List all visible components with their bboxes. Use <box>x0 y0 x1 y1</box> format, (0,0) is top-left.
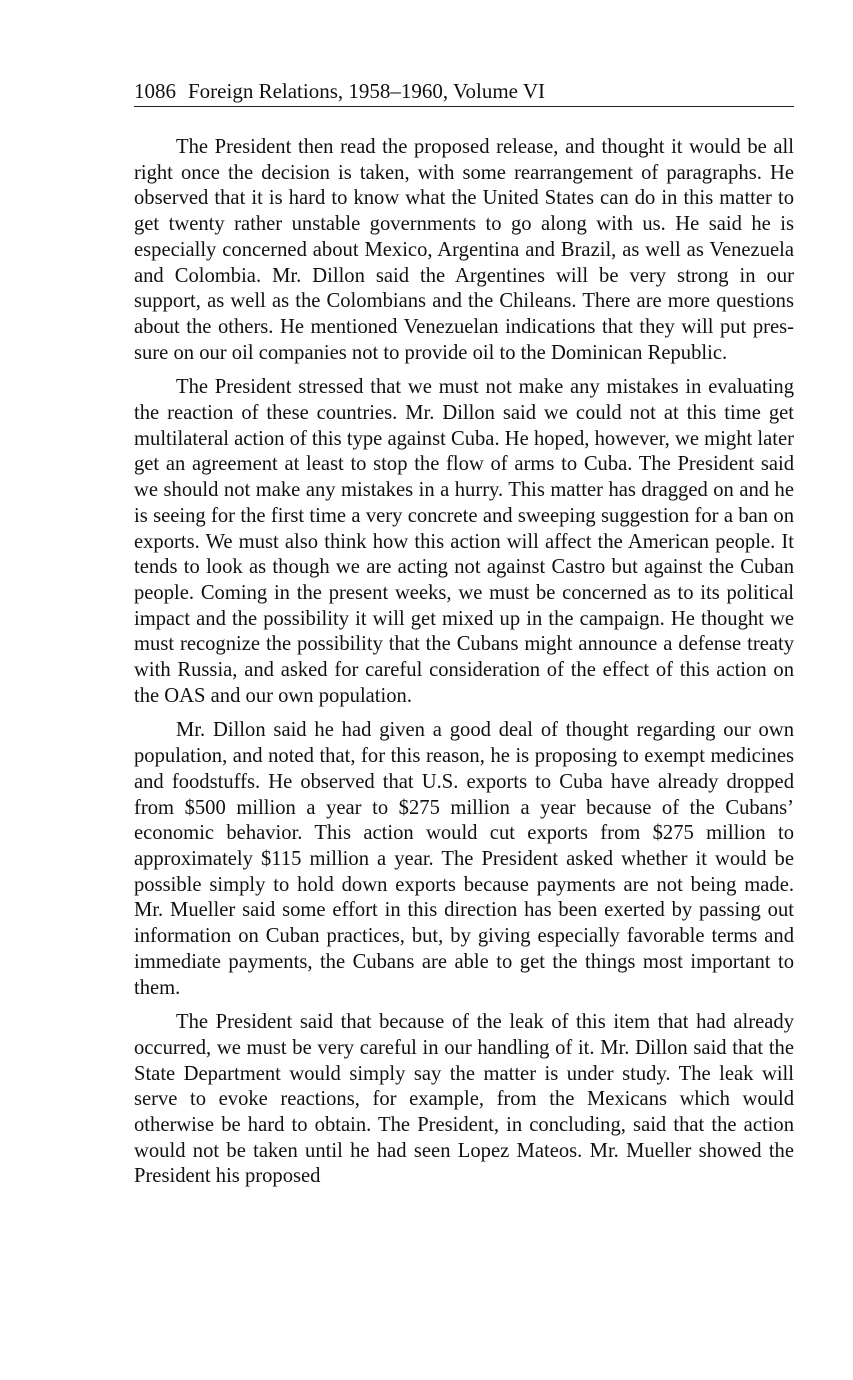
body-text <box>134 135 794 1190</box>
publication-title: Foreign Relations, 1958–1960, Volume VI <box>188 79 545 103</box>
page-number: 1086 <box>134 79 176 103</box>
paragraph: The President then read the proposed release, and thought it would be all right once the decision is taken, with some rearrangement of paragraphs. He observed that it is hard to know what the United States can do in this matter to get twenty rather unstable governments to go along with us. He said he is especially concerned about Mexico, Argentina and Brazil, as well as Venezuela and Colombia. Mr. Dillon said the Argentines will be very strong in our support, as well as the Colombians and the Chileans. There are more questions about the others. He mentioned Venezuelan indications that they will put pressure on our oil companies not to provide oil to the Dominican Republic. <box>134 136 794 364</box>
running-header <box>134 78 794 107</box>
document-page <box>134 78 794 1199</box>
paragraph: The President said that because of the leak of this item that had already occurred, we must be very careful in our handling of it. Mr. Dillon said that the State Department would simply say the matter is under study. The leak will serve to evoke reactions, for example, from the Mexicans which would otherwise be hard to obtain. The President, in concluding, said that the action would not be taken until he had seen Lopez Mateos. Mr. Mueller showed the President his proposed <box>134 1011 794 1188</box>
paragraph: Mr. Dillon said he had given a good deal of thought regarding our own population, and noted that, for this reason, he is proposing to exempt medicines and foodstuffs. He observed that U.S. exports to Cuba have already dropped from $500 million a year to $275 million a year because of the Cubans’ economic behavior. This action would cut exports from $275 million to approximately $115 million a year. The President asked whether it would be possible simply to hold down exports because payments are not being made. Mr. Mueller said some effort in this direction has been exerted by passing out information on Cuban practices, but, by giving especially favorable terms and immediate payments, the Cubans are able to get the things most important to them. <box>134 719 794 999</box>
paragraph: The President stressed that we must not make any mistakes in evaluating the reaction of these countries. Mr. Dillon said we could not at this time get multilateral action of this type against Cuba. He hoped, however, we might later get an agreement at least to stop the flow of arms to Cuba. The President said we should not make any mistakes in a hurry. This matter has dragged on and he is seeing for the first time a very concrete and sweeping suggestion for a ban on exports. We must also think how this action will affect the American people. It tends to look as though we are acting not against Castro but against the Cuban people. Coming in the present weeks, we must be concerned as to its political impact and the possibility it will get mixed up in the campaign. He thought we must recognize the possibility that the Cubans might announce a defense treaty with Russia, and asked for careful consideration of the effect of this action on the OAS and our own population. <box>134 376 794 707</box>
